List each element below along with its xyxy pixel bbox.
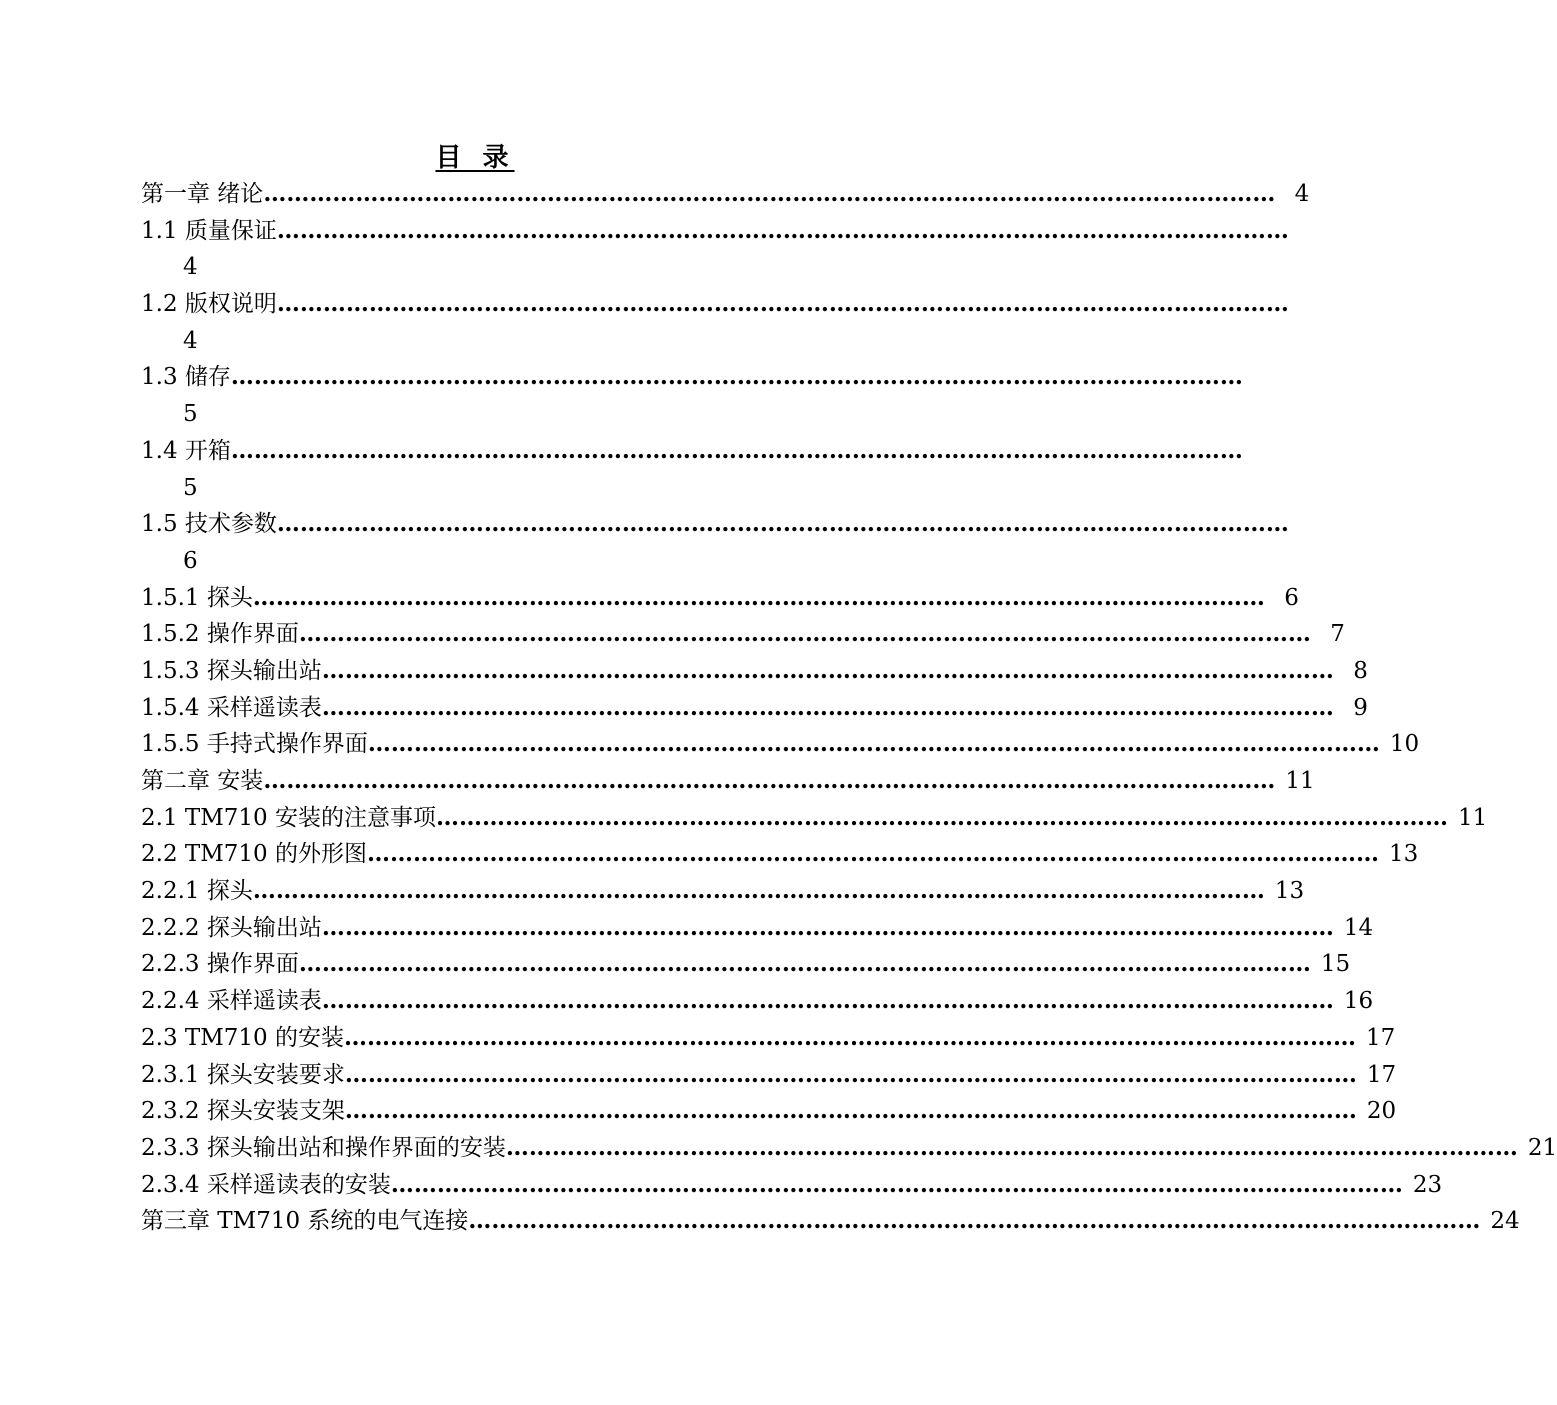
toc-entry-page: 21 bbox=[1527, 1134, 1557, 1161]
toc-list bbox=[141, 176, 1557, 1240]
toc-entry[interactable] bbox=[141, 1130, 1557, 1167]
toc-dot-leader: …………………………………………………………………………………………………………………… bbox=[298, 620, 1311, 648]
toc-dot-leader: …………………………………………………………………………………………………………………… bbox=[276, 510, 1289, 538]
toc-entry[interactable] bbox=[141, 580, 1299, 617]
toc-entry-page: 4 bbox=[183, 327, 198, 354]
toc-dot-leader: …………………………………………………………………………………………………………………… bbox=[230, 436, 1243, 464]
toc-entry-label: 第三章 TM710 系统的电气连接 bbox=[141, 1208, 469, 1235]
toc-entry[interactable] bbox=[141, 213, 1289, 286]
toc-dot-leader: …………………………………………………………………………………………………………………… bbox=[344, 1060, 1357, 1088]
toc-entry[interactable] bbox=[141, 1057, 1397, 1094]
toc-entry[interactable] bbox=[141, 910, 1374, 947]
toc-entry-label: 1.5.1 探头 bbox=[141, 584, 253, 611]
toc-entry-page: 9 bbox=[1353, 694, 1368, 721]
toc-entry-page: 8 bbox=[1353, 657, 1368, 684]
toc-entry[interactable] bbox=[141, 1093, 1397, 1130]
toc-entry-page: 4 bbox=[1294, 181, 1310, 207]
toc-entry-line bbox=[141, 506, 1289, 543]
toc-entry-wrapped-page-line bbox=[141, 543, 811, 580]
toc-entry-line bbox=[141, 213, 1289, 250]
toc-entry-page: 13 bbox=[1274, 878, 1305, 905]
toc-entry-page: 6 bbox=[183, 547, 198, 574]
toc-dot-leader: …………………………………………………………………………………………………………………… bbox=[263, 180, 1276, 207]
toc-dot-leader: …………………………………………………………………………………………………………………… bbox=[390, 1170, 1403, 1198]
toc-entry-label: 1.5.4 采样遥读表 bbox=[141, 694, 322, 721]
toc-entry-label: 第二章 安装 bbox=[141, 768, 264, 794]
toc-entry[interactable] bbox=[141, 1167, 1443, 1204]
toc-entry[interactable] bbox=[141, 506, 1289, 579]
toc-dot-leader: …………………………………………………………………………………………………………………… bbox=[230, 363, 1243, 391]
toc-entry-page: 16 bbox=[1343, 988, 1374, 1015]
toc-entry-page: 24 bbox=[1490, 1208, 1520, 1235]
toc-entry-page: 15 bbox=[1320, 951, 1351, 978]
toc-entry-label: 1.2 版权说明 bbox=[141, 291, 277, 318]
toc-entry-line bbox=[141, 286, 1289, 323]
toc-entry-label: 2.2.3 操作界面 bbox=[141, 951, 299, 978]
toc-entry-page: 11 bbox=[1285, 768, 1315, 794]
toc-entry-label: 2.3.1 探头安装要求 bbox=[141, 1061, 345, 1088]
toc-entry-page: 20 bbox=[1366, 1098, 1397, 1125]
toc-dot-leader: …………………………………………………………………………………………………………………… bbox=[321, 693, 1334, 721]
toc-entry-label: 1.1 质量保证 bbox=[141, 217, 277, 244]
toc-dot-leader: …………………………………………………………………………………………………………………… bbox=[367, 730, 1380, 758]
toc-dot-leader: …………………………………………………………………………………………………………………… bbox=[344, 1097, 1357, 1125]
toc-title bbox=[0, 140, 950, 176]
toc-entry-label: 2.2 TM710 的外形图 bbox=[141, 841, 367, 868]
toc-dot-leader: …………………………………………………………………………………………………………………… bbox=[321, 656, 1334, 684]
toc-entry-line bbox=[141, 433, 1243, 470]
toc-entry-page: 5 bbox=[183, 401, 198, 428]
toc-entry[interactable] bbox=[141, 836, 1419, 873]
toc-dot-leader: …………………………………………………………………………………………………………………… bbox=[367, 840, 1379, 868]
toc-entry[interactable] bbox=[141, 763, 1315, 800]
toc-entry-page: 6 bbox=[1284, 584, 1299, 611]
toc-entry-label: 1.5 技术参数 bbox=[141, 511, 277, 538]
toc-entry-wrapped-page-line bbox=[141, 323, 811, 360]
toc-entry-label: 1.3 储存 bbox=[141, 364, 231, 391]
toc-dot-leader: …………………………………………………………………………………………………………………… bbox=[298, 950, 1311, 978]
toc-entry[interactable] bbox=[141, 286, 1289, 359]
toc-dot-leader: …………………………………………………………………………………………………………………… bbox=[263, 767, 1276, 794]
toc-dot-leader: …………………………………………………………………………………………………………………… bbox=[252, 877, 1265, 905]
toc-entry-label: 1.5.2 操作界面 bbox=[141, 621, 299, 648]
toc-entry-label: 1.5.5 手持式操作界面 bbox=[141, 731, 368, 758]
toc-entry-page: 7 bbox=[1330, 621, 1345, 648]
toc-entry-label: 第一章 绪论 bbox=[141, 181, 264, 207]
toc-dot-leader: …………………………………………………………………………………………………………………… bbox=[252, 583, 1265, 611]
toc-entry[interactable] bbox=[141, 726, 1420, 763]
toc-title-text: 目 录 bbox=[435, 143, 515, 173]
toc-entry-wrapped-page-line bbox=[141, 396, 811, 433]
toc-dot-leader: …………………………………………………………………………………………………………………… bbox=[436, 803, 1448, 831]
toc-entry[interactable] bbox=[141, 690, 1368, 727]
toc-entry-label: 2.3 TM710 的安装 bbox=[141, 1024, 344, 1051]
toc-entry[interactable] bbox=[141, 653, 1368, 690]
toc-entry-label: 2.3.2 探头安装支架 bbox=[141, 1098, 345, 1125]
toc-entry[interactable] bbox=[141, 1020, 1396, 1057]
toc-entry-page: 17 bbox=[1366, 1061, 1397, 1088]
toc-entry[interactable] bbox=[141, 359, 1243, 432]
toc-entry[interactable] bbox=[141, 946, 1351, 983]
toc-dot-leader: …………………………………………………………………………………………………………………… bbox=[468, 1207, 1481, 1235]
toc-entry-page: 5 bbox=[183, 474, 198, 501]
toc-dot-leader: …………………………………………………………………………………………………………………… bbox=[276, 290, 1289, 318]
toc-entry-label: 2.2.2 探头输出站 bbox=[141, 914, 322, 941]
toc-entry-label: 2.2.1 探头 bbox=[141, 878, 253, 905]
toc-entry[interactable] bbox=[141, 1203, 1520, 1240]
toc-dot-leader: …………………………………………………………………………………………………………………… bbox=[321, 987, 1334, 1015]
toc-entry-page: 4 bbox=[183, 254, 198, 281]
toc-entry-line bbox=[141, 359, 1243, 396]
toc-entry-label: 2.1 TM710 安装的注意事项 bbox=[141, 804, 436, 831]
toc-entry-page: 10 bbox=[1389, 731, 1420, 758]
toc-entry[interactable] bbox=[141, 433, 1243, 506]
toc-entry[interactable] bbox=[141, 176, 1310, 213]
toc-entry-page: 14 bbox=[1343, 914, 1374, 941]
toc-entry-label: 1.5.3 探头输出站 bbox=[141, 657, 322, 684]
toc-entry-label: 2.3.3 探头输出站和操作界面的安装 bbox=[141, 1134, 506, 1161]
toc-entry[interactable] bbox=[141, 616, 1345, 653]
toc-entry-page: 23 bbox=[1412, 1171, 1443, 1198]
toc-entry-label: 2.3.4 采样遥读表的安装 bbox=[141, 1171, 391, 1198]
toc-entry[interactable] bbox=[141, 983, 1374, 1020]
toc-entry-label: 2.2.4 采样遥读表 bbox=[141, 988, 322, 1015]
toc-entry-wrapped-page-line bbox=[141, 249, 811, 286]
toc-entry-page: 11 bbox=[1458, 804, 1488, 831]
toc-entry[interactable] bbox=[141, 800, 1488, 837]
toc-entry-label: 1.4 开箱 bbox=[141, 437, 231, 464]
toc-entry-wrapped-page-line bbox=[141, 470, 811, 507]
toc-dot-leader: …………………………………………………………………………………………………………………… bbox=[321, 913, 1334, 941]
toc-dot-leader: …………………………………………………………………………………………………………………… bbox=[276, 216, 1289, 244]
toc-entry[interactable] bbox=[141, 873, 1305, 910]
toc-entry-page: 17 bbox=[1366, 1024, 1396, 1051]
toc-dot-leader: …………………………………………………………………………………………………………………… bbox=[505, 1133, 1518, 1161]
toc-entry-page: 13 bbox=[1389, 841, 1419, 868]
toc-dot-leader: …………………………………………………………………………………………………………………… bbox=[344, 1023, 1356, 1051]
